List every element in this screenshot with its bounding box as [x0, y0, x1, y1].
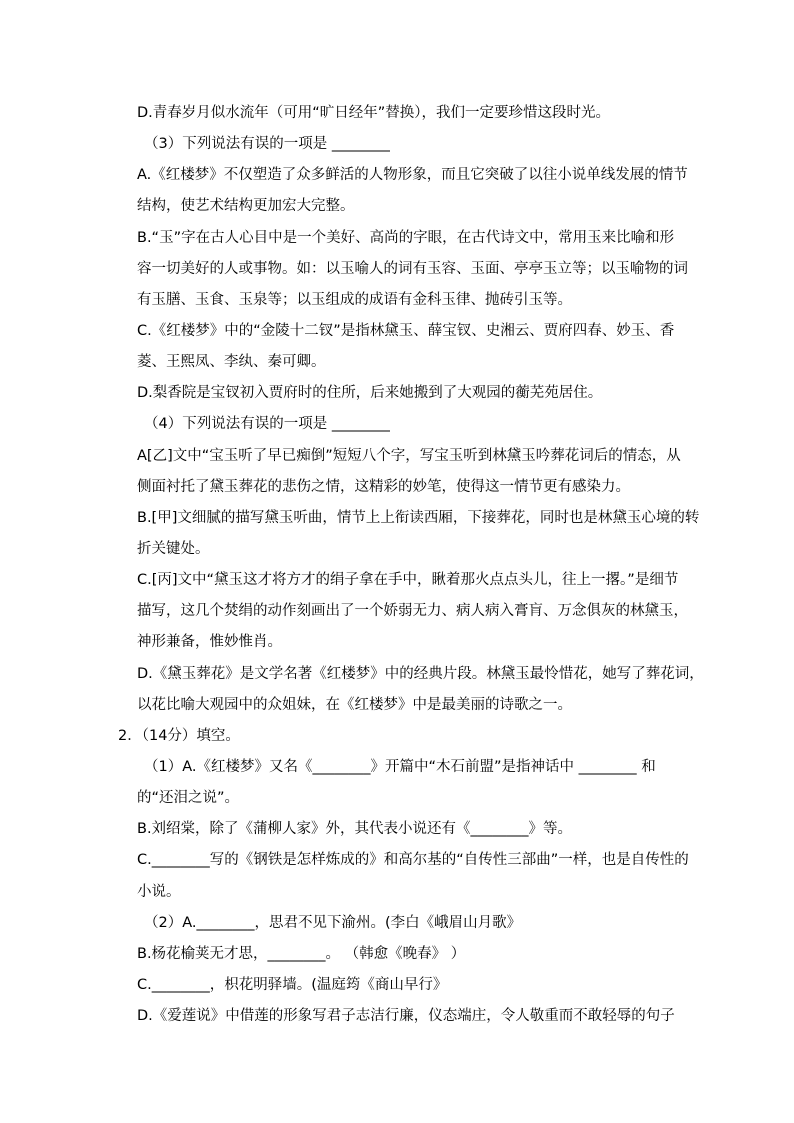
text-line: B.[甲]文细腻的描写黛玉听曲，情节上上衔读西厢，下接葬花，同时也是林黛玉心境的转 [137, 510, 700, 526]
text-line: 有玉膳、玉食、玉泉等；以玉组成的成语有金科玉律、抛砖引玉等。 [137, 292, 572, 308]
text-line: 折关键处。 [137, 541, 210, 557]
text-line: B.杨花榆荚无才思，________。 （韩愈《晚春》 ） [137, 946, 466, 962]
text-line: D.《爱莲说》中借莲的形象写君子志洁行廉，仪态端庄，令人敬重而不敢轻辱的句子 [137, 1008, 675, 1024]
question-4-prompt: （4）下列说法有误的一项是 ________ [144, 416, 390, 432]
text-line: 描写，这几个焚绢的动作刻画出了一个娇弱无力、病人病入膏肓、万念俱灰的林黛玉， [137, 603, 688, 619]
text-line: D.《黛玉葬花》是文学名著《红楼梦》中的经典片段。林黛玉最怜惜花，她写了葬花词， [137, 666, 704, 682]
question-2-heading: 2．（14分）填空。 [118, 728, 240, 744]
text-line: D.青春岁月似水流年（可用“旷日经年”替换），我们一定要珍惜这段时光。 [137, 105, 611, 121]
text-line: C.________，枳花明驿墙。(温庭筠《商山早行》 [137, 977, 448, 993]
text-line: C.________写的《钢铁是怎样炼成的》和高尔基的“自传性三部曲”一样，也是自传性的 [137, 852, 689, 868]
text-line: A.《红楼梦》不仅塑造了众多鲜活的人物形象，而且它突破了以往小说单线发展的情节 [137, 167, 688, 183]
question-3-prompt: （3）下列说法有误的一项是 ________ [144, 136, 390, 152]
text-line: 小说。 [137, 884, 181, 900]
text-line: B.刘绍棠，除了《蒲柳人家》外，其代表小说还有《________》等。 [137, 821, 573, 837]
text-line: C.《红楼梦》中的“金陵十二钗”是指林黛玉、薛宝钗、史湘云、贾府四春、妙玉、香 [137, 323, 675, 339]
text-line: 容一切美好的人或事物。如：以玉喻人的词有玉容、玉面、亭亭玉立等；以玉喻物的词 [137, 261, 688, 277]
text-line: 结构，使艺术结构更加宏大完整。 [137, 198, 355, 214]
text-line: 以花比喻大观园中的众姐妹，在《红楼梦》中是最美丽的诗歌之一。 [137, 697, 572, 713]
text-line: D.梨香院是宝钗初入贾府时的住所，后来她搬到了大观园的蘅芜苑居住。 [137, 385, 603, 401]
text-line: 的“还泪之说”。 [137, 790, 240, 806]
text-line: 神形兼备，惟妙惟肖。 [137, 634, 282, 650]
text-line: 菱、王熙凤、李纨、秦可卿。 [137, 354, 326, 370]
text-line: C.[丙]文中“黛玉这才将方才的绢子拿在手中，瞅着那火点点头儿，往上一撂。”是细节 [137, 572, 679, 588]
text-line: （2）A.________，思君不见下渝州。(李白《峨眉山月歌》 [144, 915, 522, 931]
text-line: 侧面衬托了黛玉葬花的悲伤之情，这精彩的妙笔，使得这一情节更有感染力。 [137, 479, 630, 495]
text-line: B.“玉”字在古人心目中是一个美好、高尚的字眼，在古代诗文中，常用玉来比喻和形 [137, 230, 675, 246]
text-line: （1）A.《红楼梦》又名《________》开篇中“木石前盟”是指神话中 ________ 和 [144, 759, 656, 775]
text-line: A[乙]文中“宝玉听了早已痴倒”短短八个字，写宝玉听到林黛玉吟葬花词后的情态，从 [137, 448, 681, 464]
